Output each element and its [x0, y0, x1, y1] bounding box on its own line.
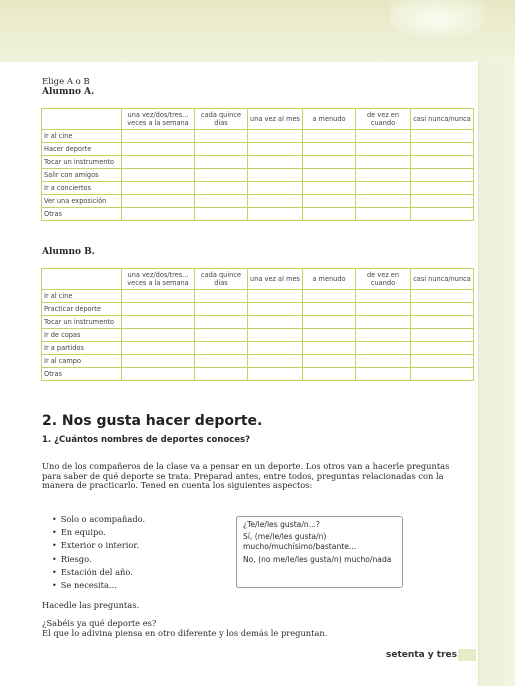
- list-item: • Solo o acompañado.: [52, 513, 145, 526]
- answer-cell[interactable]: [248, 303, 303, 316]
- answer-cell[interactable]: [122, 329, 195, 342]
- answer-cell[interactable]: [248, 130, 303, 143]
- answer-cell[interactable]: [356, 342, 411, 355]
- answer-cell[interactable]: [356, 195, 411, 208]
- list-item: • Riesgo.: [52, 553, 145, 566]
- page-number-label: setenta y tres: [386, 650, 457, 660]
- answer-cell[interactable]: [248, 342, 303, 355]
- answer-cell[interactable]: [248, 329, 303, 342]
- closing-text: [42, 619, 327, 638]
- table-row: [42, 143, 474, 156]
- column-header: una vez al mes: [248, 109, 303, 130]
- answer-cell[interactable]: [122, 303, 195, 316]
- section-title: 2. Nos gusta hacer deporte.: [42, 413, 263, 429]
- answer-cell[interactable]: [195, 355, 248, 368]
- answer-cell[interactable]: [195, 143, 248, 156]
- answer-cell[interactable]: [303, 290, 356, 303]
- answer-cell[interactable]: [356, 303, 411, 316]
- answer-cell[interactable]: [303, 156, 356, 169]
- answer-cell[interactable]: [122, 143, 195, 156]
- row-label: Ir al cine: [42, 290, 122, 303]
- table-header-row: [42, 269, 474, 290]
- answer-cell[interactable]: [195, 156, 248, 169]
- row-label: Ver una exposición: [42, 195, 122, 208]
- answer-cell[interactable]: [122, 368, 195, 381]
- row-label: Ir al campo: [42, 355, 122, 368]
- table-row: [42, 355, 474, 368]
- answer-cell[interactable]: [195, 303, 248, 316]
- box-line-question: ¿Te/le/les gusta/n...?: [243, 520, 320, 529]
- expressions-box: [236, 516, 403, 588]
- column-header: cada quince días: [195, 109, 248, 130]
- list-item: • En equipo.: [52, 526, 145, 539]
- table-corner-cell: [42, 109, 122, 130]
- answer-cell[interactable]: [356, 290, 411, 303]
- column-header: a menudo: [303, 269, 356, 290]
- section-paragraph: Uno de los compañeros de la clase va a pensar en un deporte. Los otros van a hacerle preguntas para saber de qué deporte se trata. Preparad antes, entre todos, preguntas relacionadas con la manera de practicarlo. Tened en cuenta los siguientes aspectos:: [42, 461, 450, 491]
- list-item: • Se necesita...: [52, 579, 145, 592]
- column-header: una vez al mes: [248, 269, 303, 290]
- answer-cell[interactable]: [411, 342, 474, 355]
- answer-cell[interactable]: [248, 182, 303, 195]
- answer-cell[interactable]: [122, 208, 195, 221]
- column-header: a menudo: [303, 109, 356, 130]
- aspects-list: [52, 513, 145, 592]
- section-question: 1. ¿Cuántos nombres de deportes conoces?: [42, 435, 251, 445]
- answer-cell[interactable]: [411, 316, 474, 329]
- answer-cell[interactable]: [411, 208, 474, 221]
- answer-cell[interactable]: [303, 195, 356, 208]
- answer-cell[interactable]: [303, 130, 356, 143]
- column-header: una vez/dos/tres... veces a la semana: [122, 269, 195, 290]
- row-label: Otras: [42, 368, 122, 381]
- answer-cell[interactable]: [356, 130, 411, 143]
- row-label: Practicar deporte: [42, 303, 122, 316]
- row-label: Ir al cine: [42, 130, 122, 143]
- table-row: [42, 156, 474, 169]
- table-row: [42, 290, 474, 303]
- table-header-row: [42, 109, 474, 130]
- alumno-a-label: Alumno A.: [42, 87, 95, 97]
- box-line-yes: Sí, (me/le/les gusta/n) mucho/muchísimo/bastante...: [243, 532, 357, 551]
- table-row: [42, 342, 474, 355]
- answer-cell[interactable]: [411, 195, 474, 208]
- closing-instruction: El que lo adivina piensa en otro diferente y los demás le preguntan.: [42, 627, 328, 638]
- row-label: Hacer deporte: [42, 143, 122, 156]
- table-row: [42, 208, 474, 221]
- row-label: Ir a conciertos: [42, 182, 122, 195]
- answer-cell[interactable]: [195, 169, 248, 182]
- header-decoration: [390, 0, 485, 40]
- answer-cell[interactable]: [411, 290, 474, 303]
- answer-cell[interactable]: [122, 355, 195, 368]
- table-row: [42, 368, 474, 381]
- table-alumno-a: [41, 108, 474, 221]
- answer-cell[interactable]: [356, 169, 411, 182]
- answer-cell[interactable]: [356, 182, 411, 195]
- answer-cell[interactable]: [122, 182, 195, 195]
- answer-cell[interactable]: [122, 156, 195, 169]
- answer-cell[interactable]: [195, 329, 248, 342]
- answer-cell[interactable]: [411, 143, 474, 156]
- box-line-no: No, (no me/le/les gusta/n) mucho/nada: [243, 555, 392, 565]
- row-label: Ir a partidos: [42, 342, 122, 355]
- answer-cell[interactable]: [411, 329, 474, 342]
- answer-cell[interactable]: [356, 143, 411, 156]
- answer-cell[interactable]: [411, 156, 474, 169]
- answer-cell[interactable]: [122, 130, 195, 143]
- answer-cell[interactable]: [303, 143, 356, 156]
- answer-cell[interactable]: [303, 182, 356, 195]
- column-header: casi nunca/nunca: [411, 269, 474, 290]
- intro-instruction: Elige A o B: [42, 77, 90, 87]
- closing-question: ¿Sabéis ya qué deporte es?: [42, 618, 157, 628]
- answer-cell[interactable]: [122, 290, 195, 303]
- page-side-band: [478, 62, 515, 686]
- answer-cell[interactable]: [195, 195, 248, 208]
- answer-cell[interactable]: [248, 195, 303, 208]
- answer-cell[interactable]: [248, 169, 303, 182]
- answer-cell[interactable]: [122, 316, 195, 329]
- table-row: [42, 329, 474, 342]
- answer-cell[interactable]: [356, 355, 411, 368]
- answer-cell[interactable]: [411, 355, 474, 368]
- page-header-band: [0, 0, 515, 62]
- answer-cell[interactable]: [195, 342, 248, 355]
- answer-cell[interactable]: [356, 368, 411, 381]
- answer-cell[interactable]: [411, 303, 474, 316]
- answer-cell[interactable]: [248, 355, 303, 368]
- column-header: de vez en cuando: [356, 109, 411, 130]
- column-header: cada quince días: [195, 269, 248, 290]
- answer-cell[interactable]: [356, 208, 411, 221]
- list-item: • Estación del año.: [52, 566, 145, 579]
- table-row: [42, 303, 474, 316]
- answer-cell[interactable]: [411, 368, 474, 381]
- table-row: [42, 182, 474, 195]
- column-header: una vez/dos/tres... veces a la semana: [122, 109, 195, 130]
- answer-cell[interactable]: [303, 368, 356, 381]
- answer-cell[interactable]: [122, 342, 195, 355]
- answer-cell[interactable]: [122, 169, 195, 182]
- row-label: Tocar un instrumento: [42, 156, 122, 169]
- column-header: casi nunca/nunca: [411, 109, 474, 130]
- table-row: [42, 195, 474, 208]
- list-item: • Exterior o interior.: [52, 539, 145, 552]
- table-row: [42, 169, 474, 182]
- answer-cell[interactable]: [303, 355, 356, 368]
- answer-cell[interactable]: [303, 208, 356, 221]
- answer-cell[interactable]: [303, 303, 356, 316]
- answer-cell[interactable]: [303, 329, 356, 342]
- table-alumno-b: [41, 268, 474, 381]
- answer-cell[interactable]: [356, 156, 411, 169]
- page-number-tab: [458, 649, 476, 661]
- answer-cell[interactable]: [303, 316, 356, 329]
- table-corner-cell: [42, 269, 122, 290]
- row-label: Salir con amigos: [42, 169, 122, 182]
- answer-cell[interactable]: [356, 316, 411, 329]
- table-row: [42, 130, 474, 143]
- answer-cell[interactable]: [122, 195, 195, 208]
- answer-cell[interactable]: [195, 208, 248, 221]
- answer-cell[interactable]: [411, 182, 474, 195]
- answer-cell[interactable]: [195, 182, 248, 195]
- answer-cell[interactable]: [303, 169, 356, 182]
- answer-cell[interactable]: [195, 368, 248, 381]
- answer-cell[interactable]: [195, 316, 248, 329]
- answer-cell[interactable]: [356, 329, 411, 342]
- answer-cell[interactable]: [248, 156, 303, 169]
- answer-cell[interactable]: [248, 368, 303, 381]
- intro-block: [42, 77, 94, 97]
- column-header: de vez en cuando: [356, 269, 411, 290]
- row-label: Tocar un instrumento: [42, 316, 122, 329]
- answer-cell[interactable]: [248, 208, 303, 221]
- answer-cell[interactable]: [195, 290, 248, 303]
- answer-cell[interactable]: [303, 342, 356, 355]
- answer-cell[interactable]: [248, 143, 303, 156]
- row-label: Ir de copas: [42, 329, 122, 342]
- table-row: [42, 316, 474, 329]
- answer-cell[interactable]: [195, 130, 248, 143]
- answer-cell[interactable]: [411, 169, 474, 182]
- instruction-ask: Hacedle las preguntas.: [42, 600, 140, 610]
- row-label: Otras: [42, 208, 122, 221]
- answer-cell[interactable]: [411, 130, 474, 143]
- answer-cell[interactable]: [248, 316, 303, 329]
- answer-cell[interactable]: [248, 290, 303, 303]
- alumno-b-label: Alumno B.: [42, 247, 95, 257]
